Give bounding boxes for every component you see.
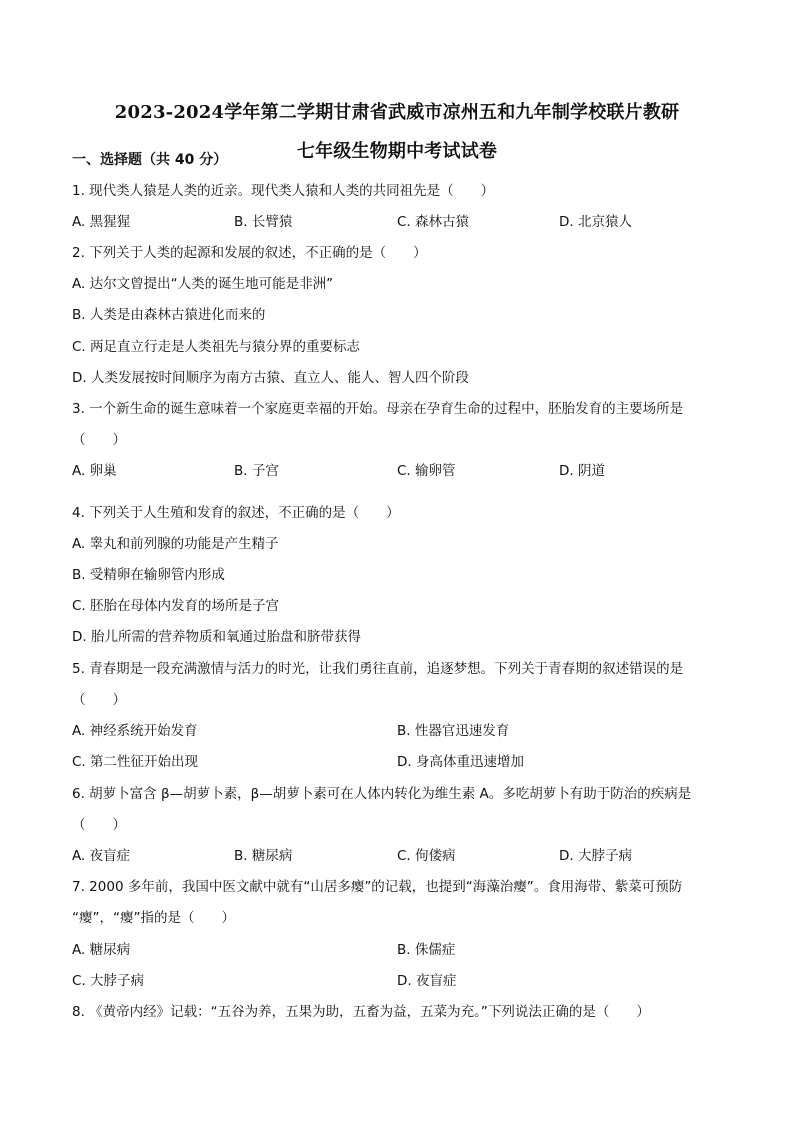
option-c[interactable]: C. 森林古猿 [397, 214, 470, 230]
question-stem-continued: “瘿”，“瘿”指的是（ ） [72, 910, 235, 926]
option-d[interactable]: D. 身高体重迅速增加 [397, 754, 524, 770]
exam-title-line1: 2023-2024学年第二学期甘肃省武威市凉州五和九年制学校联片教研 [114, 102, 680, 123]
question-stem: 1. 现代类人猿是人类的近亲。现代类人猿和人类的共同祖先是（ ） [72, 183, 495, 199]
option-b[interactable]: B. 性器官迅速发育 [397, 723, 510, 739]
option-d[interactable]: D. 北京猿人 [559, 214, 632, 230]
exam-title-line2: 七年级生物期中考试试卷 [296, 141, 498, 162]
question-stem-continued: （ ） [72, 432, 126, 448]
question-stem: 5. 青春期是一段充满激情与活力的时光，让我们勇往直前，追逐梦想。下列关于青春期的叙述错误的是 [72, 661, 684, 677]
option-c[interactable]: C. 大脖子病 [72, 973, 145, 989]
option-c[interactable]: C. 输卵管 [397, 463, 456, 479]
option-d[interactable]: D. 夜盲症 [397, 973, 457, 989]
option-a[interactable]: A. 神经系统开始发育 [72, 723, 198, 739]
option-c[interactable]: C. 胚胎在母体内发育的场所是子宫 [72, 598, 280, 614]
option-c[interactable]: C. 两足直立行走是人类祖先与猿分界的重要标志 [72, 339, 361, 355]
option-a[interactable]: A. 夜盲症 [72, 848, 131, 864]
question-stem: 7. 2000 多年前，我国中医文献中就有“山居多瘿”的记载，也提到“海藻治瘿”。食用海带、紫菜可预防 [72, 879, 683, 895]
option-b[interactable]: B. 长臂猿 [234, 214, 293, 230]
option-a[interactable]: A. 睾丸和前列腺的功能是产生精子 [72, 536, 279, 552]
section-heading: 一、选择题（共 40 分） [72, 152, 228, 168]
option-b[interactable]: B. 人类是由森林古猿进化而来的 [72, 307, 266, 323]
option-a[interactable]: A. 达尔文曾提出“人类的诞生地可能是非洲” [72, 276, 334, 292]
question-stem: 8. 《黄帝内经》记载：“五谷为养，五果为助，五畜为益，五菜为充。”下列说法正确的是（ ） [72, 1004, 650, 1020]
option-b[interactable]: B. 子宫 [234, 463, 279, 479]
question-stem: 6. 胡萝卜富含 β—胡萝卜素，β—胡萝卜素可在人体内转化为维生素 A。多吃胡萝卜有助于防治的疾病是 [72, 786, 692, 802]
question-stem: 4. 下列关于人生殖和发育的叙述，不正确的是（ ） [72, 505, 400, 521]
option-a[interactable]: A. 糖尿病 [72, 942, 131, 958]
option-a[interactable]: A. 卵巢 [72, 463, 117, 479]
option-b[interactable]: B. 受精卵在输卵管内形成 [72, 567, 225, 583]
question-stem: 2. 下列关于人类的起源和发展的叙述，不正确的是（ ） [72, 245, 427, 261]
option-d[interactable]: D. 人类发展按时间顺序为南方古猿、直立人、能人、智人四个阶段 [72, 370, 469, 386]
option-a[interactable]: A. 黑猩猩 [72, 214, 131, 230]
option-c[interactable]: C. 佝偻病 [397, 848, 456, 864]
question-stem-continued: （ ） [72, 692, 126, 708]
option-b[interactable]: B. 糖尿病 [234, 848, 293, 864]
option-c[interactable]: C. 第二性征开始出现 [72, 754, 199, 770]
option-d[interactable]: D. 胎儿所需的营养物质和氧通过胎盘和脐带获得 [72, 629, 361, 645]
option-d[interactable]: D. 阴道 [559, 463, 605, 479]
option-d[interactable]: D. 大脖子病 [559, 848, 632, 864]
question-stem-continued: （ ） [72, 817, 126, 833]
option-b[interactable]: B. 侏儒症 [397, 942, 456, 958]
question-stem: 3. 一个新生命的诞生意味着一个家庭更幸福的开始。母亲在孕育生命的过程中，胚胎发育的主要场所是 [72, 401, 684, 417]
